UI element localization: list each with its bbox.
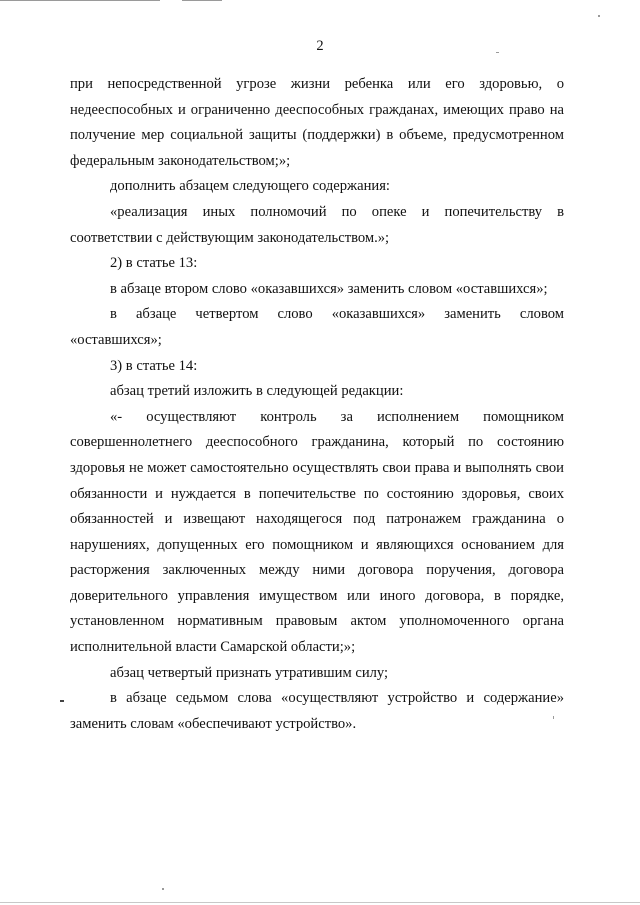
paragraph-seventh-clause-replace: в абзаце седьмом слова «осуществляют устройство и содержание» заменить словам «обеспечивают устройство». (70, 690, 564, 732)
scan-artifact-bottom-line (0, 902, 640, 903)
paragraph-article-14: 3) в статье 14: (110, 357, 198, 374)
scan-artifact-top-dash (182, 0, 222, 1)
paragraph-quoted-clause: «- осуществляют контроль за исполнением помощником совершеннолетнего дееспособного гражданина, который по состоянию здоровья не может самостоятельно осуществлять свои права и выполнять свои обязанности и нуждается в попечительстве по состоянию здоровья, своих обязанностей и извещают находящегося под патронажем гражданина о нарушениях, допущенных его помощником и являющихся основанием для расторжения заключенных между ними договора поручения, договора доверительного управления имуществом или иного договора, в порядке, установленном нормативным правовым актом уполномоченного органа исполнительной власти Самарской области;»; (70, 408, 564, 656)
scan-artifact-right-dot (598, 15, 600, 17)
paragraph-second-clause-replace: в абзаце втором слово «оказавшихся» заменить словом «оставшихся»; (110, 280, 548, 297)
scan-artifact-top-line (0, 0, 160, 1)
paragraph-third-clause-edit: абзац третий изложить в следующей редакции: (110, 383, 404, 400)
document-body (70, 72, 564, 737)
paragraph-fourth-clause-replace: в абзаце четвертом слово «оказавшихся» заменить словом «оставшихся»; (70, 306, 564, 348)
paragraph-fourth-clause-void: абзац четвертый признать утратившим силу; (110, 664, 389, 681)
scan-artifact-bottom-dot (162, 888, 164, 890)
scan-artifact-left-tick (60, 700, 64, 702)
paragraph-new-clause: «реализация иных полномочий по опеке и попечительству в соответствии с действующим законодательством.»; (70, 203, 564, 246)
paragraph-add-clause: дополнить абзацем следующего содержания: (110, 178, 390, 195)
paragraph-continuation: при непосредственной угрозе жизни ребенка или его здоровью, о недееспособных и ограниченно дееспособных гражданах, имеющих право на получение мер социальной защиты (поддержки) в объеме, предусмотренном федеральным законодательством;»; (70, 76, 564, 169)
page-number: 2 (316, 38, 324, 54)
paragraph-article-13: 2) в статье 13: (110, 255, 198, 272)
